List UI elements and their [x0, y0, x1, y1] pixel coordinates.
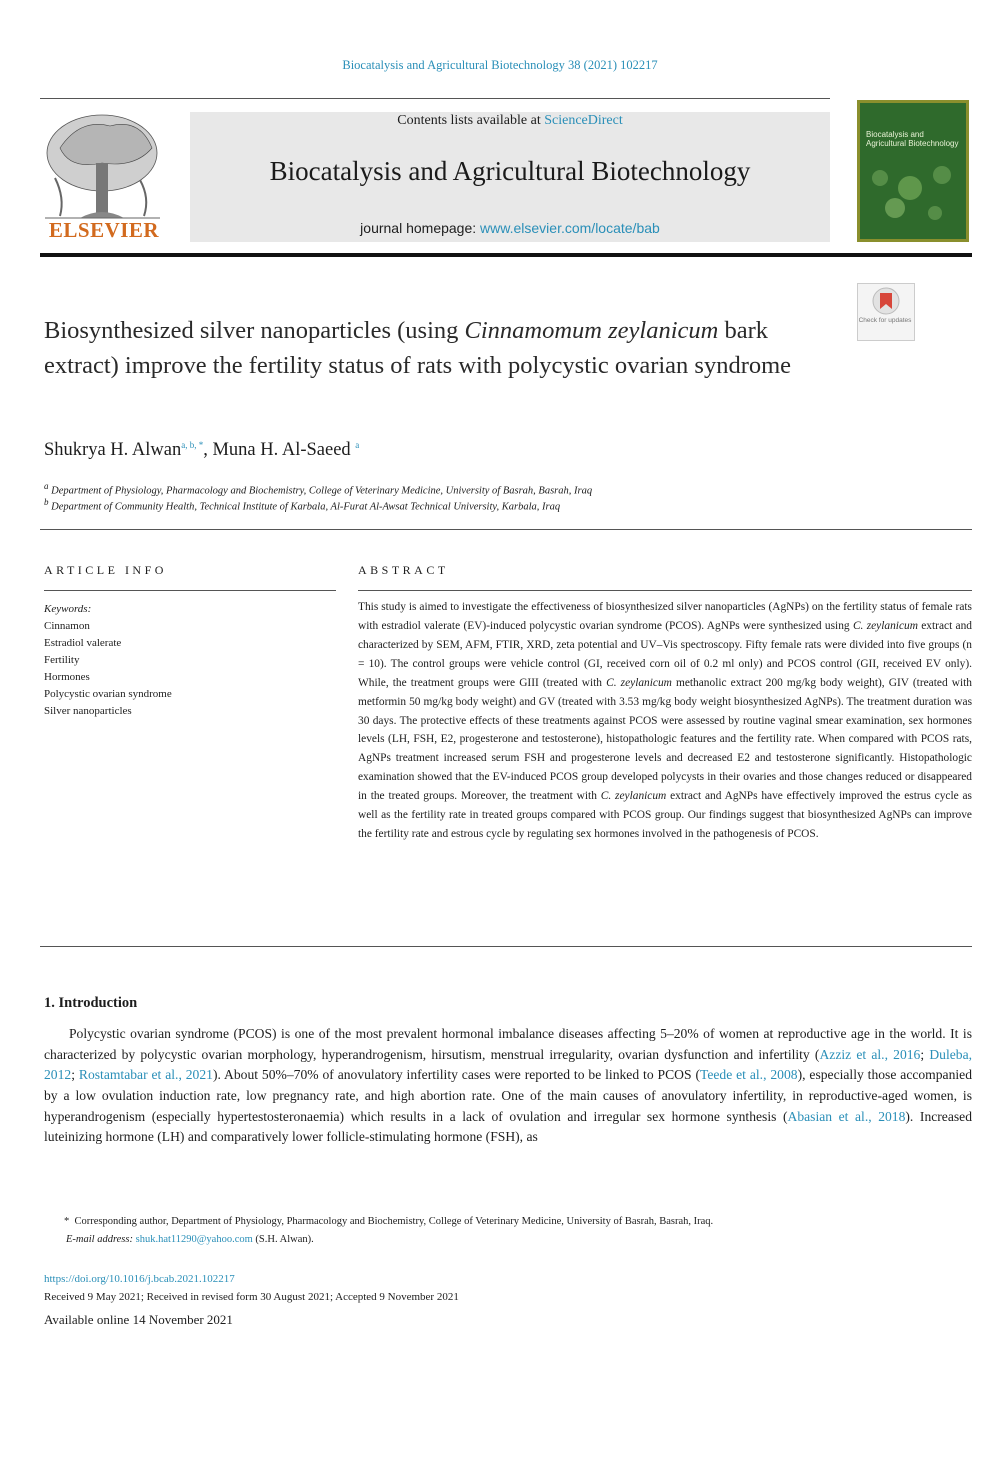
available-online: Available online 14 November 2021 [44, 1312, 233, 1327]
abstract-segment: extract and AgNPs have effectively improved the estrus cycle as well as the fertility rate in treated groups compared with PCOS group. Our findings suggest that biosynthesized AgNPs can improve the fertility rate and estrous cycle by regulating sex hormones involved in the pathogenesis of PCOS. [358, 790, 972, 841]
abstract-species: C. zeylanicum [600, 790, 667, 803]
badge-label: Check for updates [858, 317, 912, 324]
doi-link[interactable]: https://doi.org/10.1016/j.bcab.2021.102217 [44, 1273, 235, 1285]
keyword-item: Cinnamon [44, 620, 90, 633]
title-text-2: bark extract) improve the fertility status of rats with polycystic ovarian syndrome [44, 317, 792, 379]
author-2: Muna H. Al-Saeed [212, 440, 351, 461]
author-2-affiliation-mark[interactable]: a [355, 440, 360, 450]
author-1-affiliation-marks[interactable]: a, b, * [181, 440, 204, 450]
header-rule [40, 98, 830, 99]
article-info-rule [44, 590, 336, 591]
citation-link[interactable]: Abasian et al., 2018 [787, 1108, 906, 1124]
abstract-segment: methanolic extract 200 mg/kg body weight), GIV (treated with metformin 50 mg/kg body weight) and GV (treated with 3.53 mg/kg body weight biosynthesized AgNPs). The treatment duration was 30 days. The protective effects of these treatments against PCOS were assessed by routine vaginal smear examination, sex hormones levels (LH, FSH, E2, progesterone and testosterone), histopathologic features and the fertility rate. When compared with PCOS rats, AgNPs treatment increased serum FSH and progesterone levels and decreased E2 and testosterone significantly. Histopathologic examination showed that the EV-induced PCOS group developed polycysts in their ovaries and those changes reduced or disappeared in the treated groups. Moreover, the treatment with [358, 676, 972, 803]
received-dates: Received 9 May 2021; Received in revised form 30 August 2021; Accepted 9 November 2021 [44, 1291, 459, 1303]
citation-link[interactable]: Azziz et al., 2016 [819, 1046, 921, 1062]
intro-text: ), especially those accompanied by a low ovulation induction rate, low pregnancy rate, and high abortion rate. One of the main causes of anovulatory infertility, in reproductive-aged women, is hyperandrogenism (especially hypertestosteronaemia) which results in a lack of ovulation and irregular sex hormone synthesis ( [44, 1067, 972, 1124]
affiliation-a-mark: a [44, 481, 49, 491]
abstract-segment: extract and characterized by SEM, AFM, FTIR, XRD, zeta potential and UV–Vis spectroscopy. Fifty female rats were divided into five groups (n = 10). The control groups were vehicle control (GI, received corn oil of 0.2 ml only) and PCOS control (GII, received EV only). While, the treatment groups were GIII (treated with [358, 619, 972, 689]
intro-text: Polycystic ovarian syndrome (PCOS) is one of the most prevalent hormonal imbalance diseases affecting 5–20% of women at reproductive age in the world. It is characterized by polycystic ovarian morphology, hyperandrogenism, hirsutism, menstrual irregularity, ovarian dysfunction and infertility ( [44, 1026, 972, 1062]
footnote-star: * [64, 1216, 70, 1227]
keyword-item: Fertility [44, 654, 80, 667]
journal-citation[interactable]: Biocatalysis and Agricultural Biotechnology 38 (2021) 102217 [342, 58, 658, 72]
citation-separator: ; [920, 1046, 930, 1062]
keyword-item: Polycystic ovarian syndrome [44, 688, 172, 701]
introduction-paragraph [44, 1024, 972, 1148]
keywords-label: Keywords: [44, 603, 92, 615]
keyword-item: Estradiol valerate [44, 637, 122, 650]
affiliations-rule [40, 529, 972, 530]
homepage-prefix: journal homepage: [360, 220, 477, 236]
check-for-updates-badge[interactable] [857, 283, 915, 341]
abstract-heading: ABSTRACT [358, 563, 449, 577]
sciencedirect-link[interactable]: ScienceDirect [544, 113, 623, 128]
abstract-segment: This study is aimed to investigate the effectiveness of biosynthesized silver nanoparticles (AgNPs) on the fertility status of female rats with estradiol valerate (EV)-induced polycystic ovarian syndrome (PCOS). AgNPs were synthesized using [358, 601, 972, 632]
author-list [44, 440, 844, 461]
introduction-heading: 1. Introduction [44, 995, 138, 1011]
corresponding-text: Corresponding author, Department of Physiology, Pharmacology and Biochemistry, College of Veterinary Medicine, University of Basrah, Basrah, Iraq. [74, 1216, 714, 1227]
intro-text: ). Increased luteinizing hormone (LH) and comparatively lower follicle-stimulating hormone (FSH), as [44, 1108, 972, 1145]
bookmark-icon [858, 284, 914, 318]
abstract-species: C. zeylanicum [852, 619, 918, 632]
header-thick-rule [40, 253, 972, 257]
article-title [44, 314, 834, 384]
cover-art-icon [860, 103, 966, 239]
affiliation-a-text: Department of Physiology, Pharmacology and Biochemistry, College of Veterinary Medicine, University of Basrah, Basrah, Iraq [51, 485, 593, 497]
title-text-1: Biosynthesized silver nanoparticles (using [44, 317, 465, 344]
homepage-line [190, 220, 830, 236]
email-link[interactable]: shuk.hat11290@yahoo.com [135, 1234, 253, 1245]
article-info-heading: ARTICLE INFO [44, 563, 167, 577]
author-separator: , [203, 440, 213, 461]
abstract-text [358, 598, 972, 844]
contents-line [190, 113, 830, 129]
corresponding-author-note [64, 1216, 964, 1227]
cover-title: Biocatalysis and Agricultural Biotechnology [866, 130, 959, 149]
abstract-bottom-rule [40, 946, 972, 947]
keyword-item: Hormones [44, 671, 90, 684]
abstract-species: C. zeylanicum [606, 676, 672, 689]
citation-link[interactable]: Duleba, 2012 [44, 1046, 972, 1083]
email-note [66, 1234, 966, 1245]
journal-title: Biocatalysis and Agricultural Biotechnology [269, 156, 751, 186]
citation-separator: ; [71, 1067, 79, 1083]
affiliation-a [44, 481, 944, 497]
abstract-rule [358, 590, 972, 591]
affiliation-b [44, 497, 944, 513]
keyword-item: Silver nanoparticles [44, 705, 132, 718]
affiliation-b-mark: b [44, 497, 49, 507]
citation-link[interactable]: Rostamtabar et al., 2021 [78, 1067, 213, 1083]
keywords-block [44, 601, 334, 720]
elsevier-wordmark: ELSEVIER [48, 218, 160, 242]
journal-cover [857, 100, 969, 242]
citation-link[interactable]: Teede et al., 2008 [699, 1067, 798, 1083]
email-owner: (S.H. Alwan). [255, 1234, 314, 1245]
title-species: Cinnamomum zeylanicum [464, 317, 719, 344]
homepage-link[interactable]: www.elsevier.com/locate/bab [480, 220, 660, 236]
contents-prefix: Contents lists available at [397, 113, 541, 128]
intro-text: ). About 50%–70% of anovulatory infertility cases were reported to be linked to PCOS ( [212, 1067, 700, 1083]
author-1: Shukrya H. Alwan [44, 440, 182, 461]
affiliation-b-text: Department of Community Health, Technical Institute of Karbala, Al-Furat Al-Awsat Technical University, Karbala, Iraq [51, 501, 561, 513]
email-label: E-mail address: [66, 1234, 133, 1245]
